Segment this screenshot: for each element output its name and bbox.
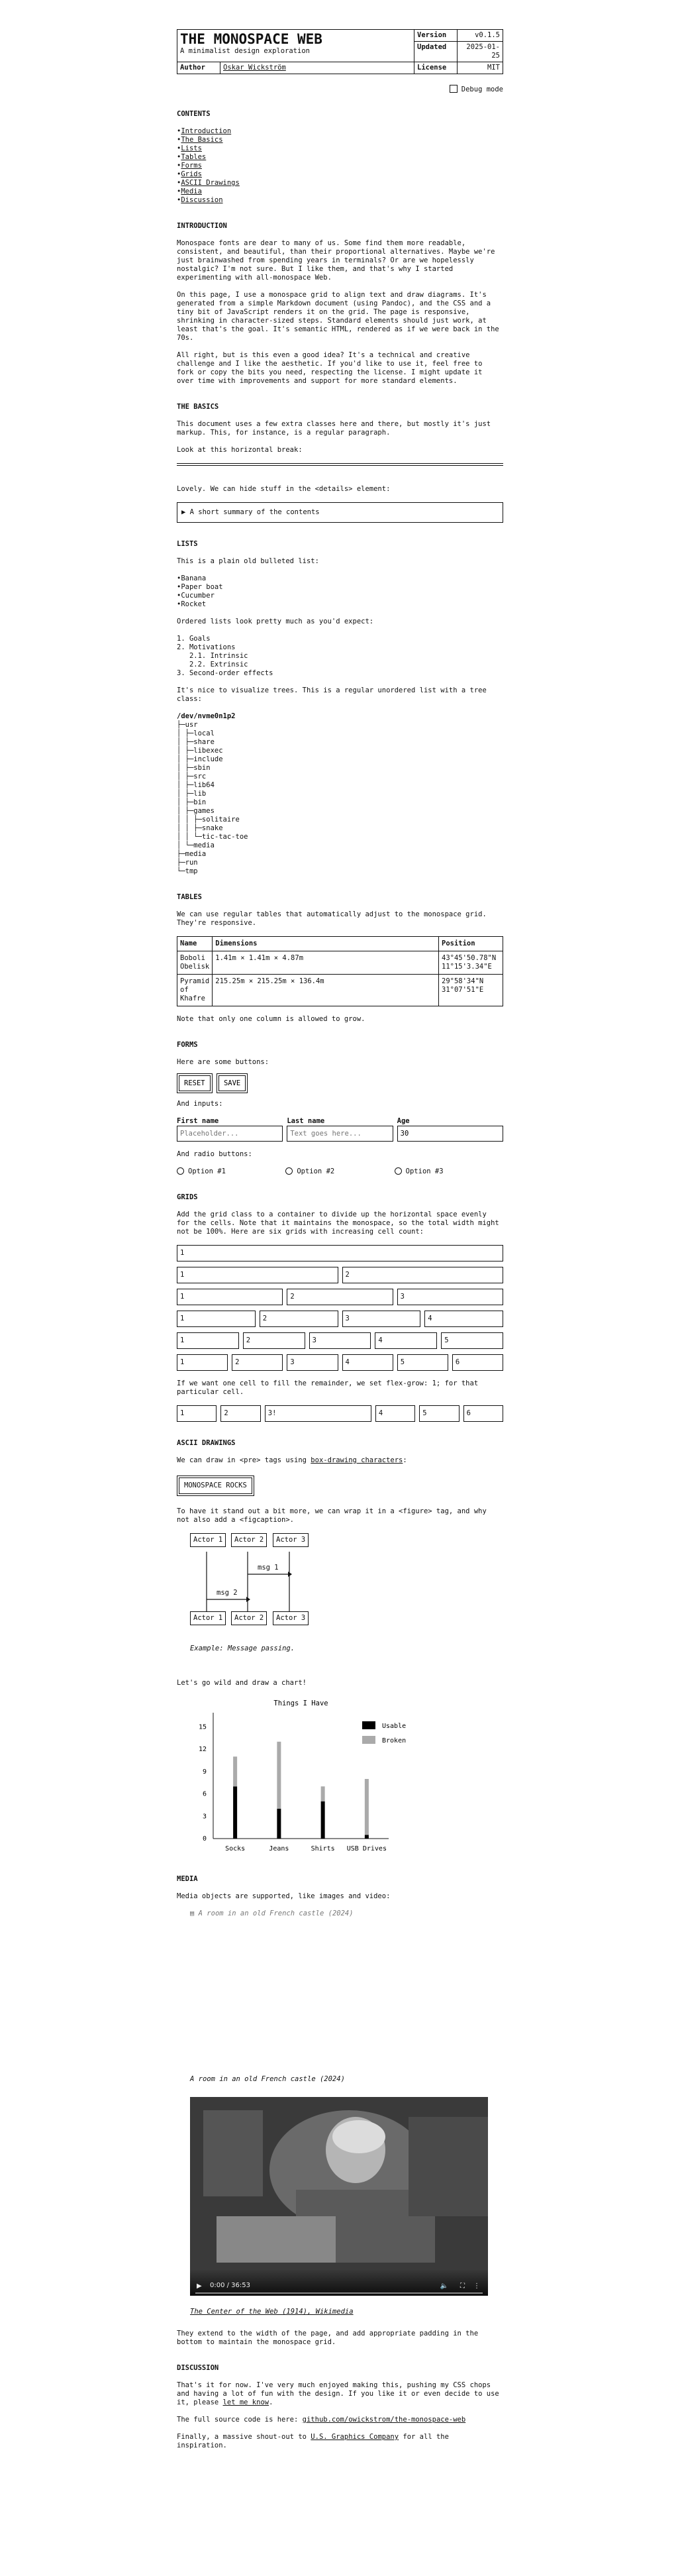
toc-link[interactable]: ASCII Drawings <box>181 179 240 187</box>
grid-cell: 2 <box>287 1289 393 1305</box>
ascii-text: We can draw in <pre> tags using <box>177 1456 311 1464</box>
toc-link[interactable]: Forms <box>181 162 202 170</box>
page <box>177 29 503 2459</box>
legend-swatch <box>362 1721 375 1729</box>
reset-button[interactable]: RESET <box>179 1075 211 1091</box>
version-value: v0.1.5 <box>458 30 503 42</box>
grid-cell: 1 <box>177 1289 283 1305</box>
forms-paragraph: And radio buttons: <box>177 1150 252 1158</box>
y-tick-label: 12 <box>198 1746 207 1753</box>
grid-cell: 2 <box>232 1354 283 1371</box>
toc-link[interactable]: Discussion <box>181 196 223 204</box>
actor-box: Actor 1 <box>190 1611 226 1625</box>
table-cell: 43°45'50.78"N 11°15'3.34"E <box>439 951 503 975</box>
ordered-item: 2. Motivations <box>177 643 236 651</box>
x-tick-label: Socks <box>225 1845 246 1852</box>
grid-cell: 1 <box>177 1311 256 1327</box>
tree-item: ├─usr <box>177 721 198 729</box>
grid-row <box>177 1332 503 1349</box>
grid-cell: 1 <box>177 1245 503 1261</box>
let-me-know-link[interactable]: let me know <box>222 2398 269 2406</box>
video-progress[interactable] <box>195 2292 483 2294</box>
title-cell <box>177 30 414 62</box>
intro-section <box>177 222 503 386</box>
tree-item: │ │ ├─solitaire <box>177 816 240 824</box>
video-player[interactable] <box>190 2097 488 2296</box>
dimensions-table <box>177 936 503 1006</box>
toc-item <box>177 127 503 136</box>
broken-image-icon: ▤ <box>190 1909 195 1917</box>
discussion-paragraph <box>177 2416 503 2424</box>
intro-paragraph: All right, but is this even a good idea? It's a technical and creative challenge and I like the aesthetic. If you'd like to use it, feel free to fork or copy the bits you need, respecting the license. I might update it over time with improvements and support for more standard elements. <box>177 351 483 385</box>
horizontal-break <box>177 463 503 468</box>
media-heading: MEDIA <box>177 1875 198 1883</box>
tree-root: /dev/nvme0n1p2 <box>177 712 236 720</box>
legend-label: Usable <box>382 1723 407 1730</box>
tree-item: │ ├─lib64 <box>177 781 215 789</box>
grid-cell: 2 <box>243 1332 305 1349</box>
table-cell: 29°58'34"N 31°07'51"E <box>439 975 503 1006</box>
header-table <box>177 29 503 74</box>
lists-paragraph: Ordered lists look pretty much as you'd expect: <box>177 617 374 625</box>
grid-cell: 3 <box>397 1289 503 1305</box>
bar-broken <box>233 1756 237 1786</box>
bar-usable <box>277 1809 281 1839</box>
radio-label: Option #2 <box>297 1167 335 1175</box>
legend-swatch <box>362 1736 375 1744</box>
grid-cell: 2 <box>220 1405 260 1422</box>
table-cell: 215.25m × 215.25m × 136.4m <box>213 975 439 1006</box>
grid-cell: 2 <box>260 1311 338 1327</box>
author-cell <box>220 62 414 74</box>
last-name-label: Last name <box>287 1117 325 1125</box>
grid-cell: 4 <box>342 1354 393 1371</box>
y-tick-label: 6 <box>202 1790 207 1798</box>
page-subtitle: A minimalist design exploration <box>180 47 310 55</box>
video-caption-link[interactable]: The Center of the Web (1914), Wikimedia <box>190 2308 354 2316</box>
author-label: Author <box>177 62 220 74</box>
actor-box: Actor 1 <box>190 1533 226 1547</box>
discussion-paragraph <box>177 2381 503 2407</box>
tree-item: ├─media <box>177 850 207 858</box>
message-passing-figure <box>190 1533 503 1666</box>
toc-item <box>177 188 503 196</box>
discussion-text: Finally, a massive shout-out to <box>177 2433 311 2441</box>
grid-cell: 3 <box>342 1311 421 1327</box>
tree-item: │ ├─share <box>177 738 215 746</box>
grids-paragraph: If we want one cell to fill the remainder, we set flex-grow: 1; for that particular cell. <box>177 1379 479 1396</box>
media-section <box>177 1875 503 2347</box>
contents-heading: CONTENTS <box>177 110 211 118</box>
legend-label: Broken <box>382 1737 407 1744</box>
radio-icon[interactable] <box>395 1167 402 1175</box>
bar-broken <box>277 1742 281 1809</box>
bar-broken <box>365 1779 369 1835</box>
basics-section <box>177 403 503 523</box>
contents-section <box>177 110 503 205</box>
list-item: • Cucumber <box>177 592 503 600</box>
usgraphics-link[interactable]: U.S. Graphics Company <box>311 2433 399 2441</box>
actor-box: Actor 2 <box>231 1533 267 1547</box>
chart-title: Things I Have <box>273 1699 328 1707</box>
grid-row <box>177 1267 503 1283</box>
grid-row <box>177 1311 503 1327</box>
discussion-heading: DISCUSSION <box>177 2364 219 2372</box>
bar-chart <box>190 1696 455 1862</box>
media-paragraph: They extend to the width of the page, and add appropriate padding in the bottom to maintain the monospace grid. <box>177 2330 479 2346</box>
tables-paragraph: Note that only one column is allowed to grow. <box>177 1015 365 1023</box>
toc-item <box>177 144 503 153</box>
tree-item: │ ├─games <box>177 807 215 815</box>
grid-cell: 3! <box>265 1405 371 1422</box>
image-alt-text: A room in an old French castle (2024) <box>198 1909 354 1917</box>
table-header: Position <box>439 937 503 951</box>
table-cell: Boboli Obelisk <box>177 951 213 975</box>
tables-paragraph: We can use regular tables that automatically adjust to the monospace grid. They're responsive. <box>177 910 487 927</box>
toc-item <box>177 153 503 162</box>
tree-item: │ ├─lib <box>177 790 207 798</box>
bar-usable <box>321 1801 325 1839</box>
message-label: msg 2 <box>217 1589 238 1597</box>
license-value: MIT <box>458 62 503 74</box>
play-icon[interactable]: ▶ <box>197 2282 202 2290</box>
video-time: 0:00 / 36:53 <box>210 2282 251 2289</box>
discussion-text: The full source code is here: <box>177 2416 303 2424</box>
x-tick-label: USB Drives <box>346 1845 387 1852</box>
lists-paragraph: It's nice to visualize trees. This is a regular unordered list with a tree class: <box>177 686 487 703</box>
box-drawing-link[interactable]: box-drawing characters <box>311 1456 403 1464</box>
basics-paragraph: Lovely. We can hide stuff in the <details> element: <box>177 485 391 493</box>
x-tick-label: Jeans <box>269 1845 289 1852</box>
ascii-section <box>177 1439 503 1862</box>
table-header: Dimensions <box>213 937 439 951</box>
video-frame <box>190 2097 488 2296</box>
tree-item: │ └─media <box>177 841 215 849</box>
grid-cell: 1 <box>177 1332 239 1349</box>
discussion-text: . <box>269 2398 273 2406</box>
actor-box: Actor 3 <box>273 1533 309 1547</box>
bar-broken <box>321 1786 325 1801</box>
details-summary[interactable]: ▶ A short summary of the contents <box>177 502 503 523</box>
tables-heading: TABLES <box>177 893 202 901</box>
ordered-item: 1. Goals <box>177 635 211 643</box>
last-name-input[interactable] <box>287 1126 393 1142</box>
grid-cell: 4 <box>375 1405 415 1422</box>
toc-link[interactable]: Lists <box>181 144 202 152</box>
list-item: • Rocket <box>177 600 503 609</box>
table-cell: 1.41m × 1.41m × 4.87m <box>213 951 439 975</box>
updated-label: Updated <box>414 42 458 62</box>
discussion-text: That's it for now. I've very much enjoyed making this, pushing my CSS chops and having a lot of fun with the design. If you like it or even decide to use it, please <box>177 2381 499 2406</box>
tree-item: │ │ ├─snake <box>177 824 223 832</box>
toc-item <box>177 162 503 170</box>
y-tick-label: 9 <box>202 1768 207 1776</box>
source-code-link[interactable]: github.com/owickstrom/the-monospace-web <box>302 2416 466 2424</box>
basics-paragraph: This document uses a few extra classes here and there, but mostly it's just markup. This, for instance, is a regular paragraph. <box>177 420 491 437</box>
grid-cell: 1 <box>177 1354 228 1371</box>
grid-cell: 5 <box>419 1405 459 1422</box>
toc-item <box>177 179 503 188</box>
license-label: License <box>414 62 458 74</box>
grid-cell: 2 <box>342 1267 504 1283</box>
debug-checkbox[interactable] <box>450 85 458 93</box>
toc-link[interactable]: Introduction <box>181 127 232 135</box>
intro-paragraph: On this page, I use a monospace grid to align text and draw diagrams. It's generated from a simple Markdown document (using Pandoc), and the CSS and a tiny bit of JavaScript renders it on the grid. The page is responsive, shrinking in character-sized steps. Standard elements should just work, at least that's the goal. It's semantic HTML, rendered as if we were back in the 70s. <box>177 291 499 342</box>
radio-label: Option #3 <box>405 1167 444 1175</box>
y-tick-label: 15 <box>198 1723 207 1731</box>
grid-cell: 6 <box>452 1354 503 1371</box>
tree-list <box>177 712 503 876</box>
toc-link[interactable]: Grids <box>181 170 202 178</box>
tree-item: │ ├─bin <box>177 798 207 806</box>
first-name-label: First name <box>177 1117 219 1125</box>
table-row <box>177 975 503 1006</box>
grid-cell: 5 <box>441 1332 503 1349</box>
discussion-paragraph <box>177 2433 503 2450</box>
ascii-text: : <box>403 1456 407 1464</box>
toc-link[interactable]: Tables <box>181 153 207 161</box>
radio-icon[interactable] <box>177 1167 184 1175</box>
message-label: msg 1 <box>258 1564 279 1572</box>
broken-image <box>190 1909 503 2075</box>
discussion-section <box>177 2364 503 2450</box>
lists-paragraph: This is a plain old bulleted list: <box>177 557 319 565</box>
tree-item: ├─run <box>177 859 198 867</box>
image-caption: A room in an old French castle (2024) <box>190 2075 345 2083</box>
toc-link[interactable]: The Basics <box>181 136 223 144</box>
table-header: Name <box>177 937 213 951</box>
grid-cell: 1 <box>177 1405 217 1422</box>
lists-section <box>177 540 503 876</box>
lists-heading: LISTS <box>177 540 198 548</box>
ordered-item: 2.2. Extrinsic <box>177 661 248 669</box>
figure-caption: Example: Message passing. <box>190 1644 295 1652</box>
grid-row <box>177 1245 503 1261</box>
intro-paragraph: Monospace fonts are dear to many of us. Some find them more readable, consistent, and beautiful, than their proportional alternatives. Maybe we're just brainwashed from spending years in terminals? Or are we hopelessly nostalgic? I'm not sure. But I like them, and that's why I started experimenting with all-monospace Web. <box>177 239 495 282</box>
tree-item: └─tmp <box>177 867 198 875</box>
grid-cell: 3 <box>287 1354 338 1371</box>
grid-cell: 4 <box>375 1332 437 1349</box>
tree-item: │ ├─src <box>177 773 207 780</box>
toc-link[interactable]: Media <box>181 188 202 195</box>
tree-item: │ ├─libexec <box>177 747 223 755</box>
list-item: • Paper boat <box>177 583 503 592</box>
monospace-rocks-box: MONOSPACE ROCKS <box>179 1477 252 1494</box>
bar-usable <box>233 1786 237 1839</box>
ascii-paragraph: To have it stand out a bit more, we can wrap it in a <figure> tag, and why not also add a <figcaption>. <box>177 1507 487 1524</box>
ascii-paragraph <box>177 1456 503 1465</box>
media-paragraph: Media objects are supported, like images and video: <box>177 1892 391 1900</box>
ordered-list <box>177 635 503 678</box>
intro-heading: INTRODUCTION <box>177 222 227 230</box>
bar-usable <box>365 1835 369 1839</box>
first-name-input[interactable] <box>177 1126 283 1142</box>
grid-cell: 4 <box>424 1311 503 1327</box>
updated-value: 2025-01-25 <box>458 42 503 62</box>
table-cell: Pyramid of Khafre <box>177 975 213 1006</box>
ordered-item: 2.1. Intrinsic <box>177 652 248 660</box>
actor-box: Actor 2 <box>231 1611 267 1625</box>
version-label: Version <box>414 30 458 42</box>
tables-section <box>177 893 503 1024</box>
grids-paragraph: Add the grid class to a container to divide up the horizontal space evenly for the cells. Note that it maintains the monospace, so the total width might not be 100%. Here are six grids with increasing cell count: <box>177 1210 499 1236</box>
volume-icon[interactable]: 🔈 <box>440 2282 448 2290</box>
save-button[interactable]: SAVE <box>218 1075 246 1091</box>
list-item: • Banana <box>177 574 503 583</box>
y-tick-label: 3 <box>202 1813 207 1821</box>
ordered-item: 3. Second-order effects <box>177 669 273 677</box>
toc-item <box>177 136 503 144</box>
y-tick-label: 0 <box>202 1835 207 1843</box>
debug-toggle[interactable] <box>177 85 503 94</box>
discussion-text: for all the inspiration. <box>177 2433 449 2449</box>
table-row <box>177 951 503 975</box>
tree-item: │ ├─sbin <box>177 764 211 772</box>
tree-item: │ ├─local <box>177 729 215 737</box>
toc-item <box>177 196 503 205</box>
forms-heading: FORMS <box>177 1041 198 1049</box>
forms-paragraph: And inputs: <box>177 1100 223 1108</box>
radio-label: Option #1 <box>188 1167 226 1175</box>
basics-paragraph: Look at this horizontal break: <box>177 446 303 454</box>
age-input[interactable] <box>397 1126 503 1142</box>
grid-row <box>177 1289 503 1305</box>
grid-cell: 1 <box>177 1267 338 1283</box>
video-controls <box>190 2269 488 2296</box>
toc-list <box>177 127 503 205</box>
fullscreen-icon[interactable]: ⛶ <box>460 2282 465 2290</box>
radio-option-3[interactable] <box>395 1167 503 1176</box>
grid-row <box>177 1405 503 1422</box>
page-title: THE MONOSPACE WEB <box>180 31 322 47</box>
debug-label: Debug mode <box>461 85 503 93</box>
ascii-paragraph: Let's go wild and draw a chart! <box>177 1679 307 1687</box>
basics-heading: THE BASICS <box>177 403 219 411</box>
ascii-heading: ASCII DRAWINGS <box>177 1439 236 1447</box>
grids-heading: GRIDS <box>177 1193 198 1201</box>
grid-cell: 3 <box>309 1332 371 1349</box>
grid-row <box>177 1354 503 1371</box>
forms-section <box>177 1041 503 1176</box>
more-options-icon[interactable]: ⋮ <box>473 2282 480 2290</box>
radio-option-2[interactable] <box>285 1167 394 1176</box>
forms-paragraph: Here are some buttons: <box>177 1058 269 1066</box>
grid-cell: 5 <box>397 1354 448 1371</box>
author-link[interactable]: Oskar Wickström <box>223 64 286 72</box>
radio-option-1[interactable] <box>177 1167 285 1176</box>
tree-item: │ │ └─tic-tac-toe <box>177 833 248 841</box>
x-tick-label: Shirts <box>311 1845 335 1852</box>
radio-icon[interactable] <box>285 1167 293 1175</box>
actor-box: Actor 3 <box>273 1611 309 1625</box>
age-label: Age <box>397 1117 410 1125</box>
grid-cell: 6 <box>463 1405 503 1422</box>
toc-item <box>177 170 503 179</box>
bullet-list <box>177 574 503 609</box>
tree-item: │ ├─include <box>177 755 223 763</box>
video-caption <box>190 2308 503 2316</box>
grids-section <box>177 1193 503 1422</box>
